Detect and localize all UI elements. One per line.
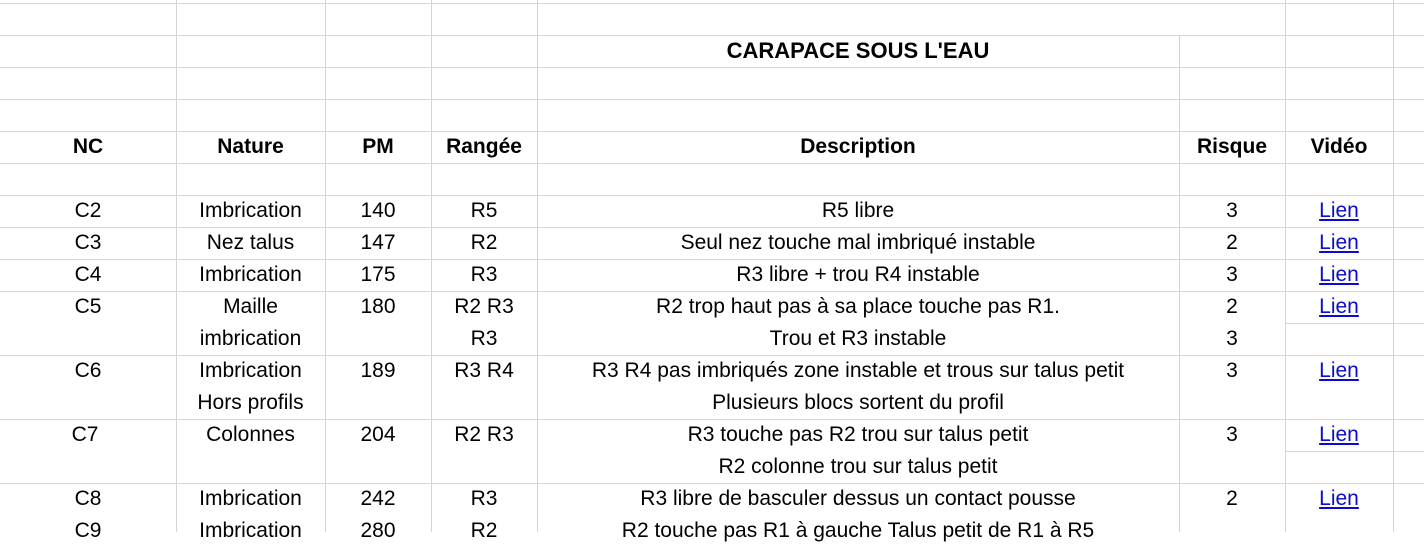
cell-nature: imbrication [199, 327, 302, 350]
cell-nc: C4 [74, 263, 102, 286]
cell-rangee: R2 R3 [454, 295, 514, 318]
cell-pm: 180 [360, 295, 396, 318]
gridline [0, 3, 1424, 4]
cell-description: Plusieurs blocs sortent du profil [712, 391, 1004, 414]
cell-risque: 3 [1226, 263, 1238, 286]
cell-description: R5 libre [821, 199, 895, 222]
cell-risque: 3 [1226, 359, 1238, 382]
cell-nc: C6 [74, 359, 102, 382]
gridline [0, 67, 1424, 68]
video-link[interactable]: Lien [1319, 487, 1359, 510]
cell-pm: 204 [360, 423, 396, 446]
header-risque: Risque [1196, 135, 1267, 158]
header-nc: NC [72, 135, 104, 158]
cell-risque: 3 [1226, 199, 1238, 222]
cell-rangee: R3 [470, 327, 498, 350]
cell-pm: 242 [360, 487, 396, 510]
cell-description: R3 touche pas R2 trou sur talus petit [687, 423, 1029, 446]
cell-nc: C7 [71, 423, 99, 446]
cell-description: R2 trop haut pas à sa place touche pas R1. [656, 295, 1060, 318]
cell-rangee: R3 [470, 263, 498, 286]
header-description: Description [800, 135, 916, 158]
cell-nc: C5 [74, 295, 102, 318]
cell-nature: Colonnes [206, 423, 295, 446]
header-nature: Nature [217, 135, 284, 158]
cell-pm: 175 [360, 263, 396, 286]
cell-rangee: R2 [470, 519, 498, 542]
cell-rangee: R2 [470, 231, 498, 254]
gridline [1285, 451, 1424, 452]
video-link[interactable]: Lien [1319, 231, 1359, 254]
cell-description: R3 R4 pas imbriqués zone instable et trous sur talus petit [591, 359, 1125, 382]
cell-nc: C9 [74, 519, 102, 542]
cell-pm: 280 [360, 519, 396, 542]
cell-risque: 2 [1226, 231, 1238, 254]
cell-description: Seul nez touche mal imbriqué instable [680, 231, 1036, 254]
cell-rangee: R5 [470, 199, 498, 222]
cell-nature: Imbrication [199, 359, 302, 382]
cell-risque: 3 [1226, 327, 1238, 350]
sheet-title: CARAPACE SOUS L'EAU [726, 38, 990, 63]
cell-nature: Imbrication [199, 199, 302, 222]
cell-nature: Imbrication [199, 263, 302, 286]
cell-pm: 189 [360, 359, 396, 382]
gridline [0, 99, 1424, 100]
cell-nc: C2 [74, 199, 102, 222]
cell-description: R2 colonne trou sur talus petit [718, 455, 998, 478]
cell-nature: Hors profils [197, 391, 304, 414]
cell-nc: C3 [74, 231, 102, 254]
cell-nature: Imbrication [199, 487, 302, 510]
cell-description: Trou et R3 instable [769, 327, 947, 350]
cell-nature: Maille [223, 295, 278, 318]
cell-rangee: R3 R4 [454, 359, 514, 382]
cell-description: R3 libre + trou R4 instable [736, 263, 980, 286]
cell-description: R2 touche pas R1 à gauche Talus petit de R1 à R5 [621, 519, 1095, 542]
cell-nc: C8 [74, 487, 102, 510]
video-link[interactable]: Lien [1319, 295, 1359, 318]
header-pm: PM [362, 135, 394, 158]
cell-nature: Imbrication [199, 519, 302, 542]
video-link[interactable]: Lien [1319, 263, 1359, 286]
cell-rangee: R3 [470, 487, 498, 510]
cell-pm: 140 [360, 199, 396, 222]
cell-risque: 3 [1226, 423, 1238, 446]
video-link[interactable]: Lien [1319, 359, 1359, 382]
gridline [1285, 323, 1424, 324]
header-rangee: Rangée [446, 135, 522, 158]
video-link[interactable]: Lien [1319, 199, 1359, 222]
cell-pm: 147 [360, 231, 396, 254]
cell-nature: Nez talus [206, 231, 295, 254]
cell-description: R3 libre de basculer dessus un contact pousse [640, 487, 1076, 510]
cell-rangee: R2 R3 [454, 423, 514, 446]
gridline [1393, 0, 1394, 532]
header-video: Vidéo [1310, 135, 1368, 158]
video-link[interactable]: Lien [1319, 423, 1359, 446]
gridline [0, 163, 1424, 164]
cell-risque: 2 [1226, 295, 1238, 318]
cell-risque: 2 [1226, 487, 1238, 510]
